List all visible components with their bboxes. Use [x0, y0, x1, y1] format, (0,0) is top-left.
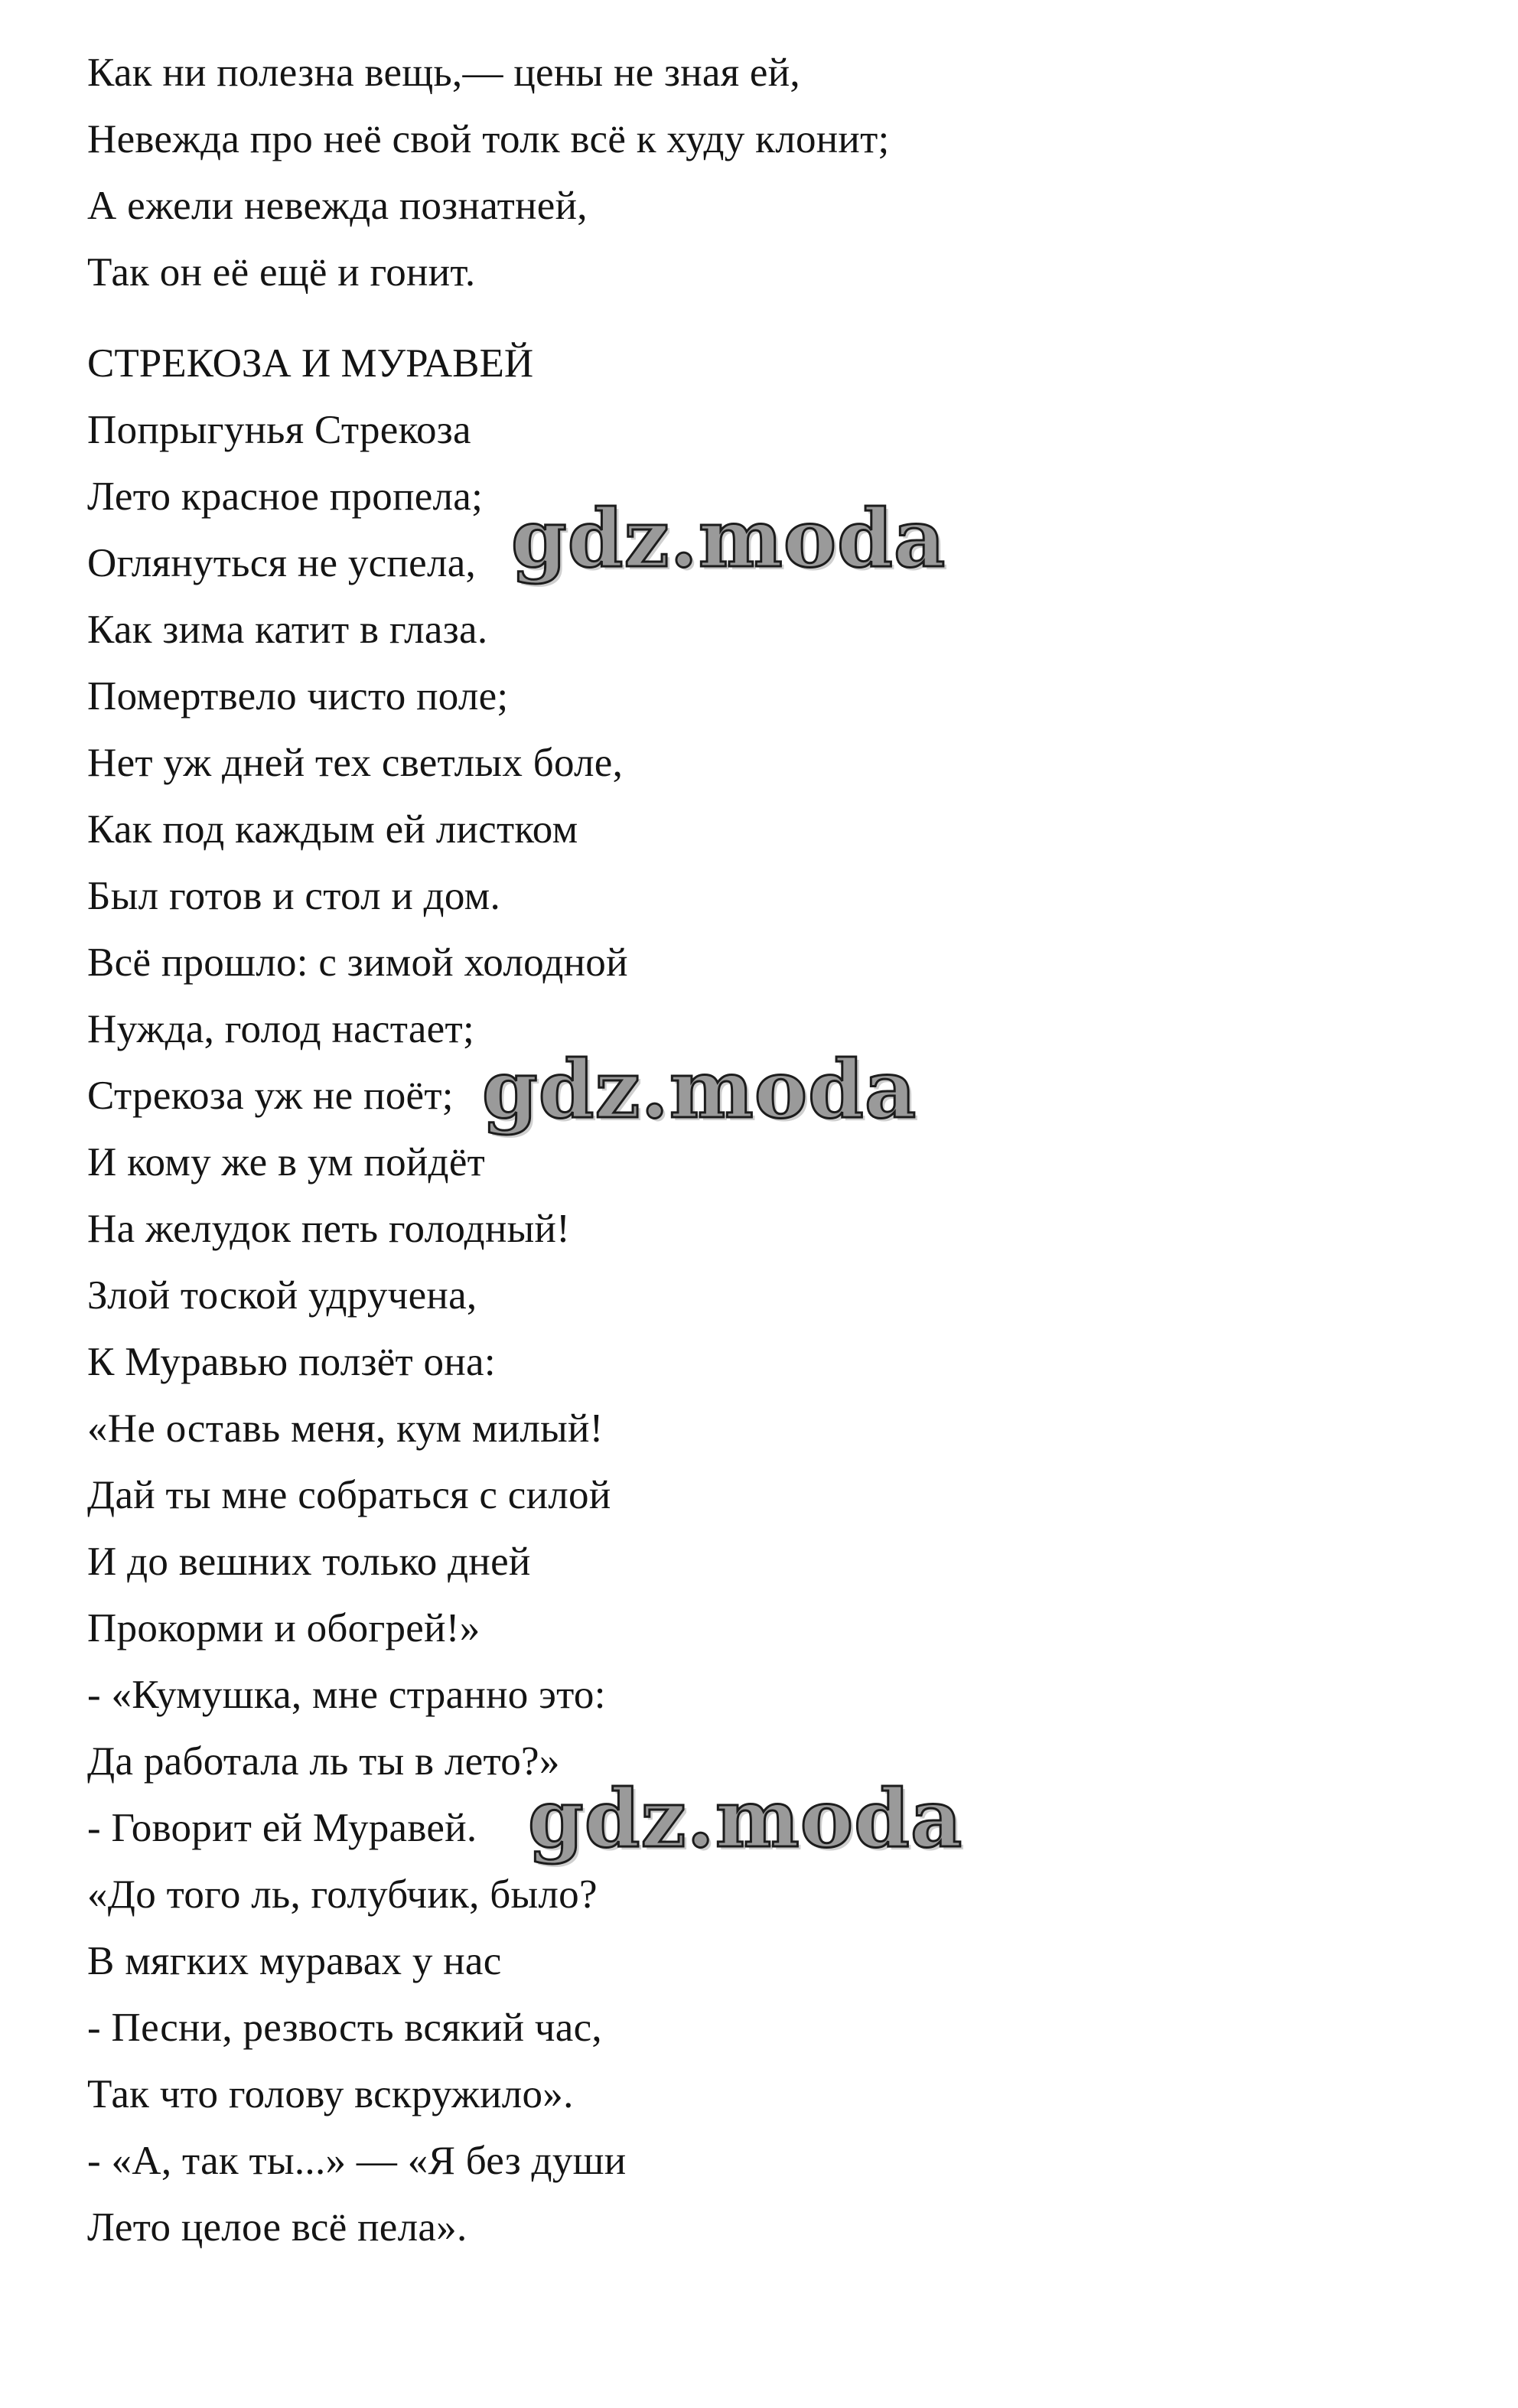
verse-line: А ежели невежда познатней,: [87, 184, 588, 228]
verse-line: Стрекоза уж не поёт;: [87, 1074, 454, 1118]
verse-line: Помертвело чисто поле;: [87, 674, 509, 718]
verse-line: Попрыгунья Стрекоза: [87, 408, 471, 452]
verse-line: Всё прошло: с зимой холодной: [87, 940, 628, 985]
verse-line: - Говорит ей Муравей.: [87, 1806, 477, 1850]
verse-line: Нет уж дней тех светлых боле,: [87, 741, 624, 785]
intro-stanza: [87, 40, 1235, 306]
verse-line: Прокорми и обогрей!»: [87, 1606, 480, 1650]
verse-line: Лето целое всё пела».: [87, 2205, 467, 2250]
verse-line: В мягких муравах у нас: [87, 1939, 502, 1983]
verse-line: Невежда про неё свой толк всё к худу клонит;: [87, 117, 890, 161]
verse-line: Как зима катит в глаза.: [87, 608, 488, 652]
watermark: gdz.moda: [511, 491, 946, 585]
verse-line: Был готов и стол и дом.: [87, 874, 501, 918]
verse-line: Как под каждым ей листком: [87, 807, 578, 852]
verse-line: К Муравью ползёт она:: [87, 1340, 496, 1384]
stanza-gap: [87, 306, 1235, 331]
verse-line: И до вешних только дней: [87, 1540, 531, 1584]
verse-line: - Песни, резвость всякий час,: [87, 2006, 602, 2050]
fable-body: [87, 397, 1235, 2261]
verse-line: Нужда, голод настает;: [87, 1007, 474, 1051]
verse-line: Как ни полезна вещь,— цены не зная ей,: [87, 51, 800, 95]
watermark: gdz.moda: [482, 1042, 917, 1136]
verse-line: И кому же в ум пойдёт: [87, 1140, 486, 1184]
verse-line: Так что голову вскружило».: [87, 2072, 574, 2116]
verse-line: Так он её ещё и гонит.: [87, 250, 476, 295]
verse-line: На желудок петь голодный!: [87, 1207, 571, 1251]
verse-line: «До того ль, голубчик, было?: [87, 1872, 598, 1917]
watermark: gdz.moda: [528, 1771, 963, 1865]
verse-line: Лето красное пропела;: [87, 474, 484, 519]
verse-line: Оглянуться не успела,: [87, 541, 477, 585]
document-page: [87, 40, 1235, 2261]
verse-line: - «Кумушка, мне странно это:: [87, 1673, 606, 1717]
verse-line: - «А, так ты...» — «Я без души: [87, 2139, 627, 2183]
verse-line: Да работала ль ты в лето?»: [87, 1739, 560, 1784]
verse-line: «Не оставь меня, кум милый!: [87, 1406, 604, 1451]
verse-line: Дай ты мне собраться с силой: [87, 1473, 611, 1517]
verse-line: Злой тоской удручена,: [87, 1273, 477, 1318]
fable-title: СТРЕКОЗА И МУРАВЕЙ: [87, 341, 534, 386]
